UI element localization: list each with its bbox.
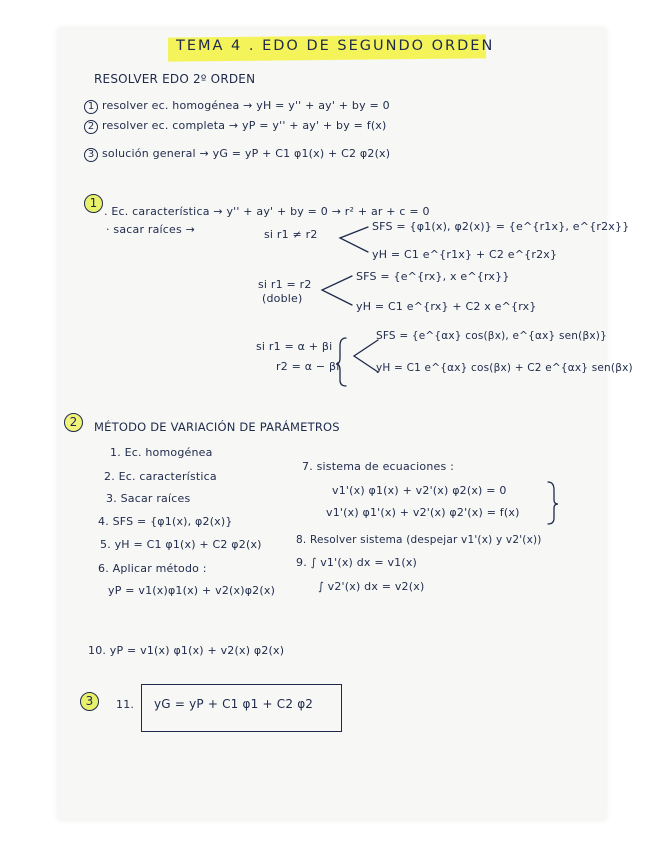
method-step: 10. yP = v1(x) φ1(x) + v2(x) φ2(x) [88,644,285,657]
system-equation: v1'(x) φ1(x) + v2'(x) φ2(x) = 0 [332,484,507,497]
method-step: 5. yH = C1 φ1(x) + C2 φ2(x) [100,538,262,551]
section-heading: RESOLVER EDO 2º ORDEN [94,72,256,86]
section-marker: 1 [84,194,103,213]
branch-bracket [322,276,352,305]
case-sfs: SFS = {e^{rx}, x e^{rx}} [356,270,510,283]
case-yh: yH = C1 e^{rx} + C2 x e^{rx} [356,300,537,313]
case-condition-note: (doble) [262,292,303,305]
method-step: 2. Ec. característica [104,470,217,483]
method-step: 3. Sacar raíces [106,492,191,505]
method-step: 4. SFS = {φ1(x), φ2(x)} [98,515,233,528]
method-heading: MÉTODO DE VARIACIÓN DE PARÁMETROS [94,420,340,434]
method-step: 1. Ec. homogénea [110,446,213,459]
method-step: 8. Resolver sistema (despejar v1'(x) y v2'(x)) [296,534,542,546]
branch-bracket [354,340,378,372]
section-marker: 3 [80,692,99,711]
case-yh: yH = C1 e^{r1x} + C2 e^{r2x} [372,248,558,261]
step-text: resolver ec. homogénea → yH = y'' + ay' + by = 0 [102,99,390,112]
general-solution: yG = yP + C1 φ1 + C2 φ2 [154,697,314,711]
step-text: solución general → yG = yP + C1 φ1(x) + C2 φ2(x) [102,147,391,160]
system-equation: v1'(x) φ1'(x) + v2'(x) φ2'(x) = f(x) [326,506,520,519]
case-condition: si r1 = r2 [258,278,312,291]
step-number: 11. [116,698,135,711]
step-text: resolver ec. completa → yP = y'' + ay' + by = f(x) [102,119,387,132]
step-number: 3 [84,148,98,162]
method-step: 7. sistema de ecuaciones : [302,460,455,473]
case-sfs: SFS = {e^{αx} cos(βx), e^{αx} sen(βx)} [376,330,607,342]
method-step: ∫ v2'(x) dx = v2(x) [318,580,425,593]
roots-line: · sacar raíces → [106,223,196,236]
page-title: TEMA 4 . EDO DE SEGUNDO ORDEN [176,38,495,54]
method-step: 9. ∫ v1'(x) dx = v1(x) [296,556,418,569]
char-equation-line: . Ec. característica → y'' + ay' + by = 0 → r² + ar + c = 0 [104,205,430,218]
case-sfs: SFS = {φ1(x), φ2(x)} = {e^{r1x}, e^{r2x}} [372,220,630,233]
method-step: yP = v1(x)φ1(x) + v2(x)φ2(x) [108,584,276,597]
brace [336,338,346,386]
method-step: 6. Aplicar método : [98,562,207,575]
case-yh: yH = C1 e^{αx} cos(βx) + C2 e^{αx} sen(βx) [376,362,633,374]
brace [548,482,558,524]
step-number: 2 [84,120,98,134]
branch-bracket [340,227,368,252]
case-condition: si r1 ≠ r2 [264,228,318,241]
step-number: 1 [84,100,98,114]
section-marker: 2 [64,413,83,432]
case-condition: si r1 = α + βi [256,340,333,353]
case-condition: r2 = α − βi [276,360,340,373]
